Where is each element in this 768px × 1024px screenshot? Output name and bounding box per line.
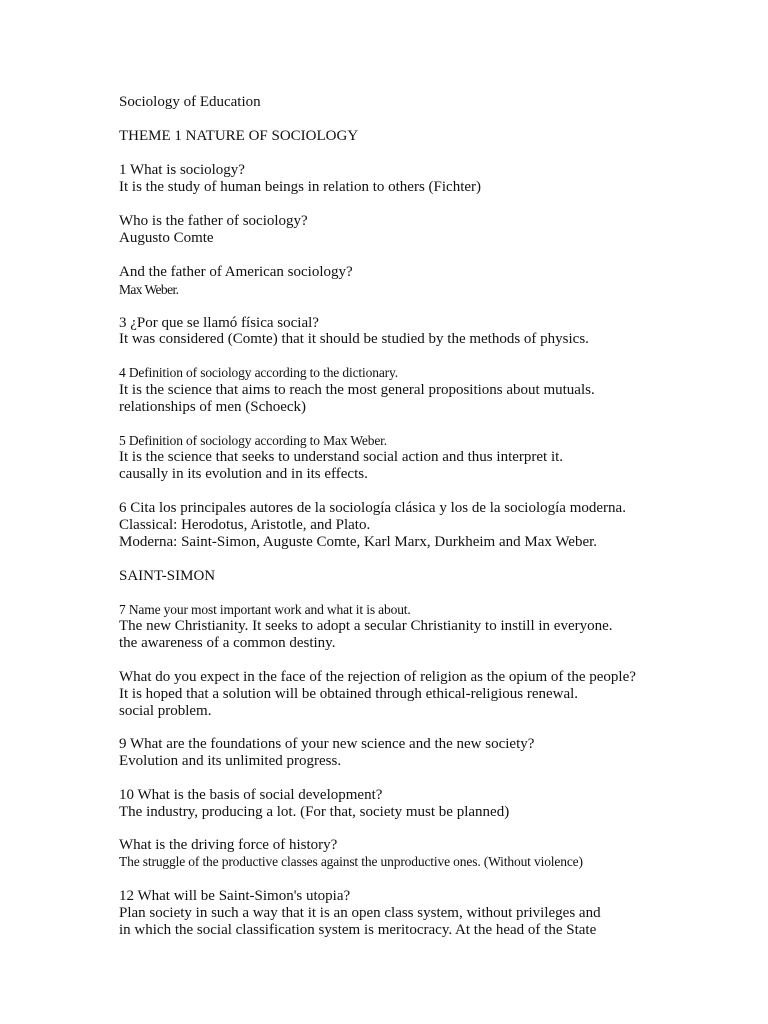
answer-10: The industry, producing a lot. (For that, society must be planned) (119, 804, 510, 820)
question-father-of-sociology: Who is the father of sociology? (119, 213, 308, 229)
section-heading-saint-simon: SAINT-SIMON (119, 568, 216, 584)
question-5: 5 Definition of sociology according to Max Weber. (119, 433, 388, 448)
answer-7-line-2: the awareness of a common destiny. (119, 635, 336, 651)
question-3: 3 ¿Por que se llamó física social? (119, 315, 319, 331)
question-12: 12 What will be Saint-Simon's utopia? (119, 888, 351, 904)
answer-9: Evolution and its unlimited progress. (119, 753, 342, 769)
answer-opium-line-2: social problem. (119, 703, 212, 719)
question-1: 1 What is sociology? (119, 162, 245, 178)
answer-5-line-1: It is the science that seeks to understand social action and thus interpret it. (119, 449, 564, 465)
question-father-american-sociology: And the father of American sociology? (119, 264, 353, 280)
answer-3: It was considered (Comte) that it should be studied by the methods of physics. (119, 331, 589, 347)
answer-5-line-2: causally in its evolution and in its effects. (119, 466, 368, 482)
answer-6-line-1: Classical: Herodotus, Aristotle, and Plato. (119, 517, 371, 533)
document-title: Sociology of Education (119, 94, 261, 110)
answer-father-of-sociology: Augusto Comte (119, 230, 214, 246)
theme-heading: THEME 1 NATURE OF SOCIOLOGY (119, 128, 359, 144)
answer-opium-line-1: It is hoped that a solution will be obtained through ethical-religious renewal. (119, 686, 579, 702)
question-10: 10 What is the basis of social development? (119, 787, 383, 803)
answer-driving-force: The struggle of the productive classes against the unproductive ones. (Without violence) (119, 854, 583, 869)
question-opium: What do you expect in the face of the rejection of religion as the opium of the people? (119, 669, 636, 685)
answer-12-line-2: in which the social classification system is meritocracy. At the head of the State (119, 922, 597, 938)
answer-4-line-1: It is the science that aims to reach the most general propositions about mutuals. (119, 382, 595, 398)
answer-12-line-1: Plan society in such a way that it is an open class system, without privileges and (119, 905, 601, 921)
question-9: 9 What are the foundations of your new science and the new society? (119, 736, 535, 752)
question-4: 4 Definition of sociology according to the dictionary. (119, 365, 398, 380)
answer-4-line-2: relationships of men (Schoeck) (119, 399, 307, 415)
answer-father-american-sociology: Max Weber. (119, 282, 179, 297)
answer-1: It is the study of human beings in relation to others (Fichter) (119, 179, 482, 195)
answer-7-line-1: The new Christianity. It seeks to adopt a secular Christianity to instill in everyone. (119, 618, 613, 634)
question-6: 6 Cita los principales autores de la sociología clásica y los de la sociología moderna. (119, 500, 626, 516)
question-7: 7 Name your most important work and what it is about. (119, 602, 411, 617)
question-driving-force: What is the driving force of history? (119, 837, 338, 853)
answer-6-line-2: Moderna: Saint-Simon, Auguste Comte, Karl Marx, Durkheim and Max Weber. (119, 534, 598, 550)
